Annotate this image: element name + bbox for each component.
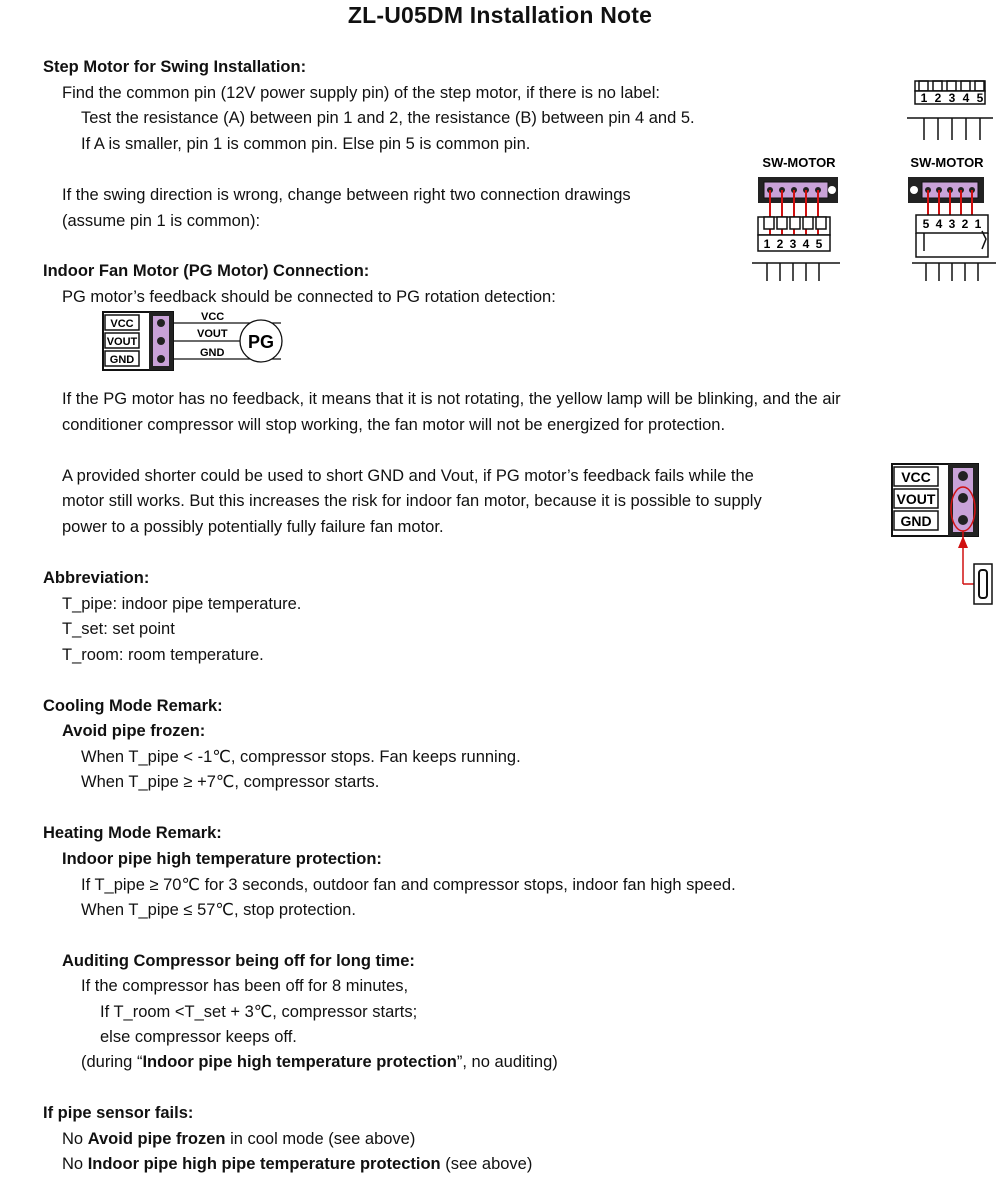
cooling-subheading: Avoid pipe frozen: bbox=[62, 722, 206, 740]
sw-motor-label-2: SW-MOTOR bbox=[910, 155, 984, 170]
sensor-fail-line2 bbox=[62, 1154, 532, 1174]
step-motor-line1: Find the common pin (12V power supply pin) of the step motor, if there is no label: bbox=[62, 84, 660, 102]
page-title: ZL-U05DM Installation Note bbox=[347, 2, 653, 28]
abbreviation-item: T_set: set point bbox=[62, 620, 175, 638]
shorter-vout-label: VOUT bbox=[896, 491, 936, 507]
pin-4-label: 4 bbox=[962, 91, 970, 105]
sw-motor-connection-a bbox=[750, 153, 845, 283]
pin-5-label: 5 bbox=[976, 91, 984, 105]
pg-vout-label: VOUT bbox=[106, 336, 138, 348]
sw-b-pin-2: 2 bbox=[961, 217, 969, 231]
pin-2-label: 2 bbox=[934, 91, 942, 105]
sw-b-pin-4: 4 bbox=[935, 217, 943, 231]
sw-motor-label: SW-MOTOR bbox=[762, 155, 836, 170]
cooling-line2: When T_pipe ≥ +7℃, compressor starts. bbox=[81, 773, 380, 791]
fan-para2-line1: A provided shorter could be used to short GND and Vout, if PG motor’s feedback fails while the bbox=[62, 467, 754, 485]
cooling-line1: When T_pipe < -1℃, compressor stops. Fan keeps running. bbox=[81, 748, 521, 766]
abbreviation-heading: Abbreviation: bbox=[43, 569, 150, 587]
pin-3-label: 3 bbox=[948, 91, 956, 105]
heating-heading: Heating Mode Remark: bbox=[43, 824, 222, 842]
pg-motor-label: PG bbox=[247, 332, 275, 352]
heating-sub1-line2: When T_pipe ≤ 57℃, stop protection. bbox=[81, 901, 356, 919]
heating-sub1-line1: If T_pipe ≥ 70℃ for 3 seconds, outdoor fan and compressor stops, indoor fan high speed. bbox=[81, 876, 736, 894]
shorter-gnd-label: GND bbox=[900, 513, 932, 529]
sw-b-pin-5: 5 bbox=[922, 217, 930, 231]
sw-a-pin-1: 1 bbox=[763, 237, 771, 251]
pg-wire-gnd: GND bbox=[200, 347, 225, 359]
step-motor-line5: (assume pin 1 is common): bbox=[62, 212, 261, 230]
pg-vcc-label: VCC bbox=[110, 318, 134, 330]
step-motor-line4: If the swing direction is wrong, change between right two connection drawings bbox=[62, 186, 631, 204]
sensor-fail-line1-bold: Avoid pipe frozen bbox=[87, 1130, 226, 1148]
cooling-heading: Cooling Mode Remark: bbox=[43, 697, 223, 715]
heating-sub2-line4-bold: Indoor pipe high temperature protection bbox=[142, 1053, 457, 1071]
pin-1-label: 1 bbox=[920, 91, 928, 105]
sensor-fail-line1-post: in cool mode (see above) bbox=[225, 1130, 416, 1148]
heating-sub2-line3: else compressor keeps off. bbox=[100, 1028, 297, 1046]
sensor-fail-line2-pre: No bbox=[62, 1155, 88, 1173]
fan-para2-line3: power to a possibly potentially fully failure fan motor. bbox=[62, 518, 444, 536]
pg-connection-diagram bbox=[103, 308, 288, 372]
sensor-fail-line2-post: (see above) bbox=[440, 1155, 533, 1173]
heating-sub2-line2: If T_room <T_set + 3℃, compressor starts; bbox=[100, 1003, 418, 1021]
pg-wire-vout: VOUT bbox=[197, 328, 228, 340]
sw-a-pin-2: 2 bbox=[776, 237, 784, 251]
step-motor-line2: Test the resistance (A) between pin 1 and 2, the resistance (B) between pin 4 and 5. bbox=[81, 109, 695, 127]
fan-para1-line2: conditioner compressor will stop working, the fan motor will not be energized for protection. bbox=[62, 416, 726, 434]
sensor-fail-line1-pre: No bbox=[62, 1130, 88, 1148]
heating-sub2-line4 bbox=[81, 1052, 558, 1072]
sw-b-pin-1: 1 bbox=[974, 217, 982, 231]
step-motor-heading: Step Motor for Swing Installation: bbox=[43, 58, 307, 76]
sw-a-pin-3: 3 bbox=[789, 237, 797, 251]
fan-para1-line1: If the PG motor has no feedback, it means that it is not rotating, the yellow lamp will be blinking, and the air bbox=[62, 390, 841, 408]
heating-sub2-line1: If the compressor has been off for 8 minutes, bbox=[81, 977, 409, 995]
shorter-vcc-label: VCC bbox=[901, 469, 931, 485]
abbreviation-item: T_room: room temperature. bbox=[62, 646, 264, 664]
sensor-fail-line2-bold: Indoor pipe high pipe temperature protection bbox=[87, 1155, 441, 1173]
abbreviation-item: T_pipe: indoor pipe temperature. bbox=[62, 595, 302, 613]
fan-motor-heading: Indoor Fan Motor (PG Motor) Connection: bbox=[43, 262, 370, 280]
sw-motor-connection-b bbox=[902, 153, 998, 283]
sensor-fail-heading: If pipe sensor fails: bbox=[43, 1104, 194, 1122]
sw-a-pin-5: 5 bbox=[815, 237, 823, 251]
fan-motor-line1: PG motor’s feedback should be connected to PG rotation detection: bbox=[62, 288, 556, 306]
heating-sub1: Indoor pipe high temperature protection: bbox=[62, 850, 382, 868]
sw-b-pin-3: 3 bbox=[948, 217, 956, 231]
heating-sub2: Auditing Compressor being off for long time: bbox=[62, 952, 415, 970]
sensor-fail-line1 bbox=[62, 1129, 415, 1149]
pg-gnd-label: GND bbox=[109, 354, 135, 366]
heating-sub2-line4-pre: (during “ bbox=[81, 1053, 143, 1071]
sw-a-pin-4: 4 bbox=[802, 237, 810, 251]
step-motor-line3: If A is smaller, pin 1 is common pin. Else pin 5 is common pin. bbox=[81, 135, 531, 153]
pg-wire-vcc: VCC bbox=[201, 311, 225, 323]
fan-para2-line2: motor still works. But this increases the risk for indoor fan motor, because it is possible to supply bbox=[62, 492, 762, 510]
shorter-diagram bbox=[892, 462, 996, 610]
heating-sub2-line4-post: ”, no auditing) bbox=[456, 1053, 558, 1071]
step-motor-plug-diagram bbox=[905, 78, 995, 148]
